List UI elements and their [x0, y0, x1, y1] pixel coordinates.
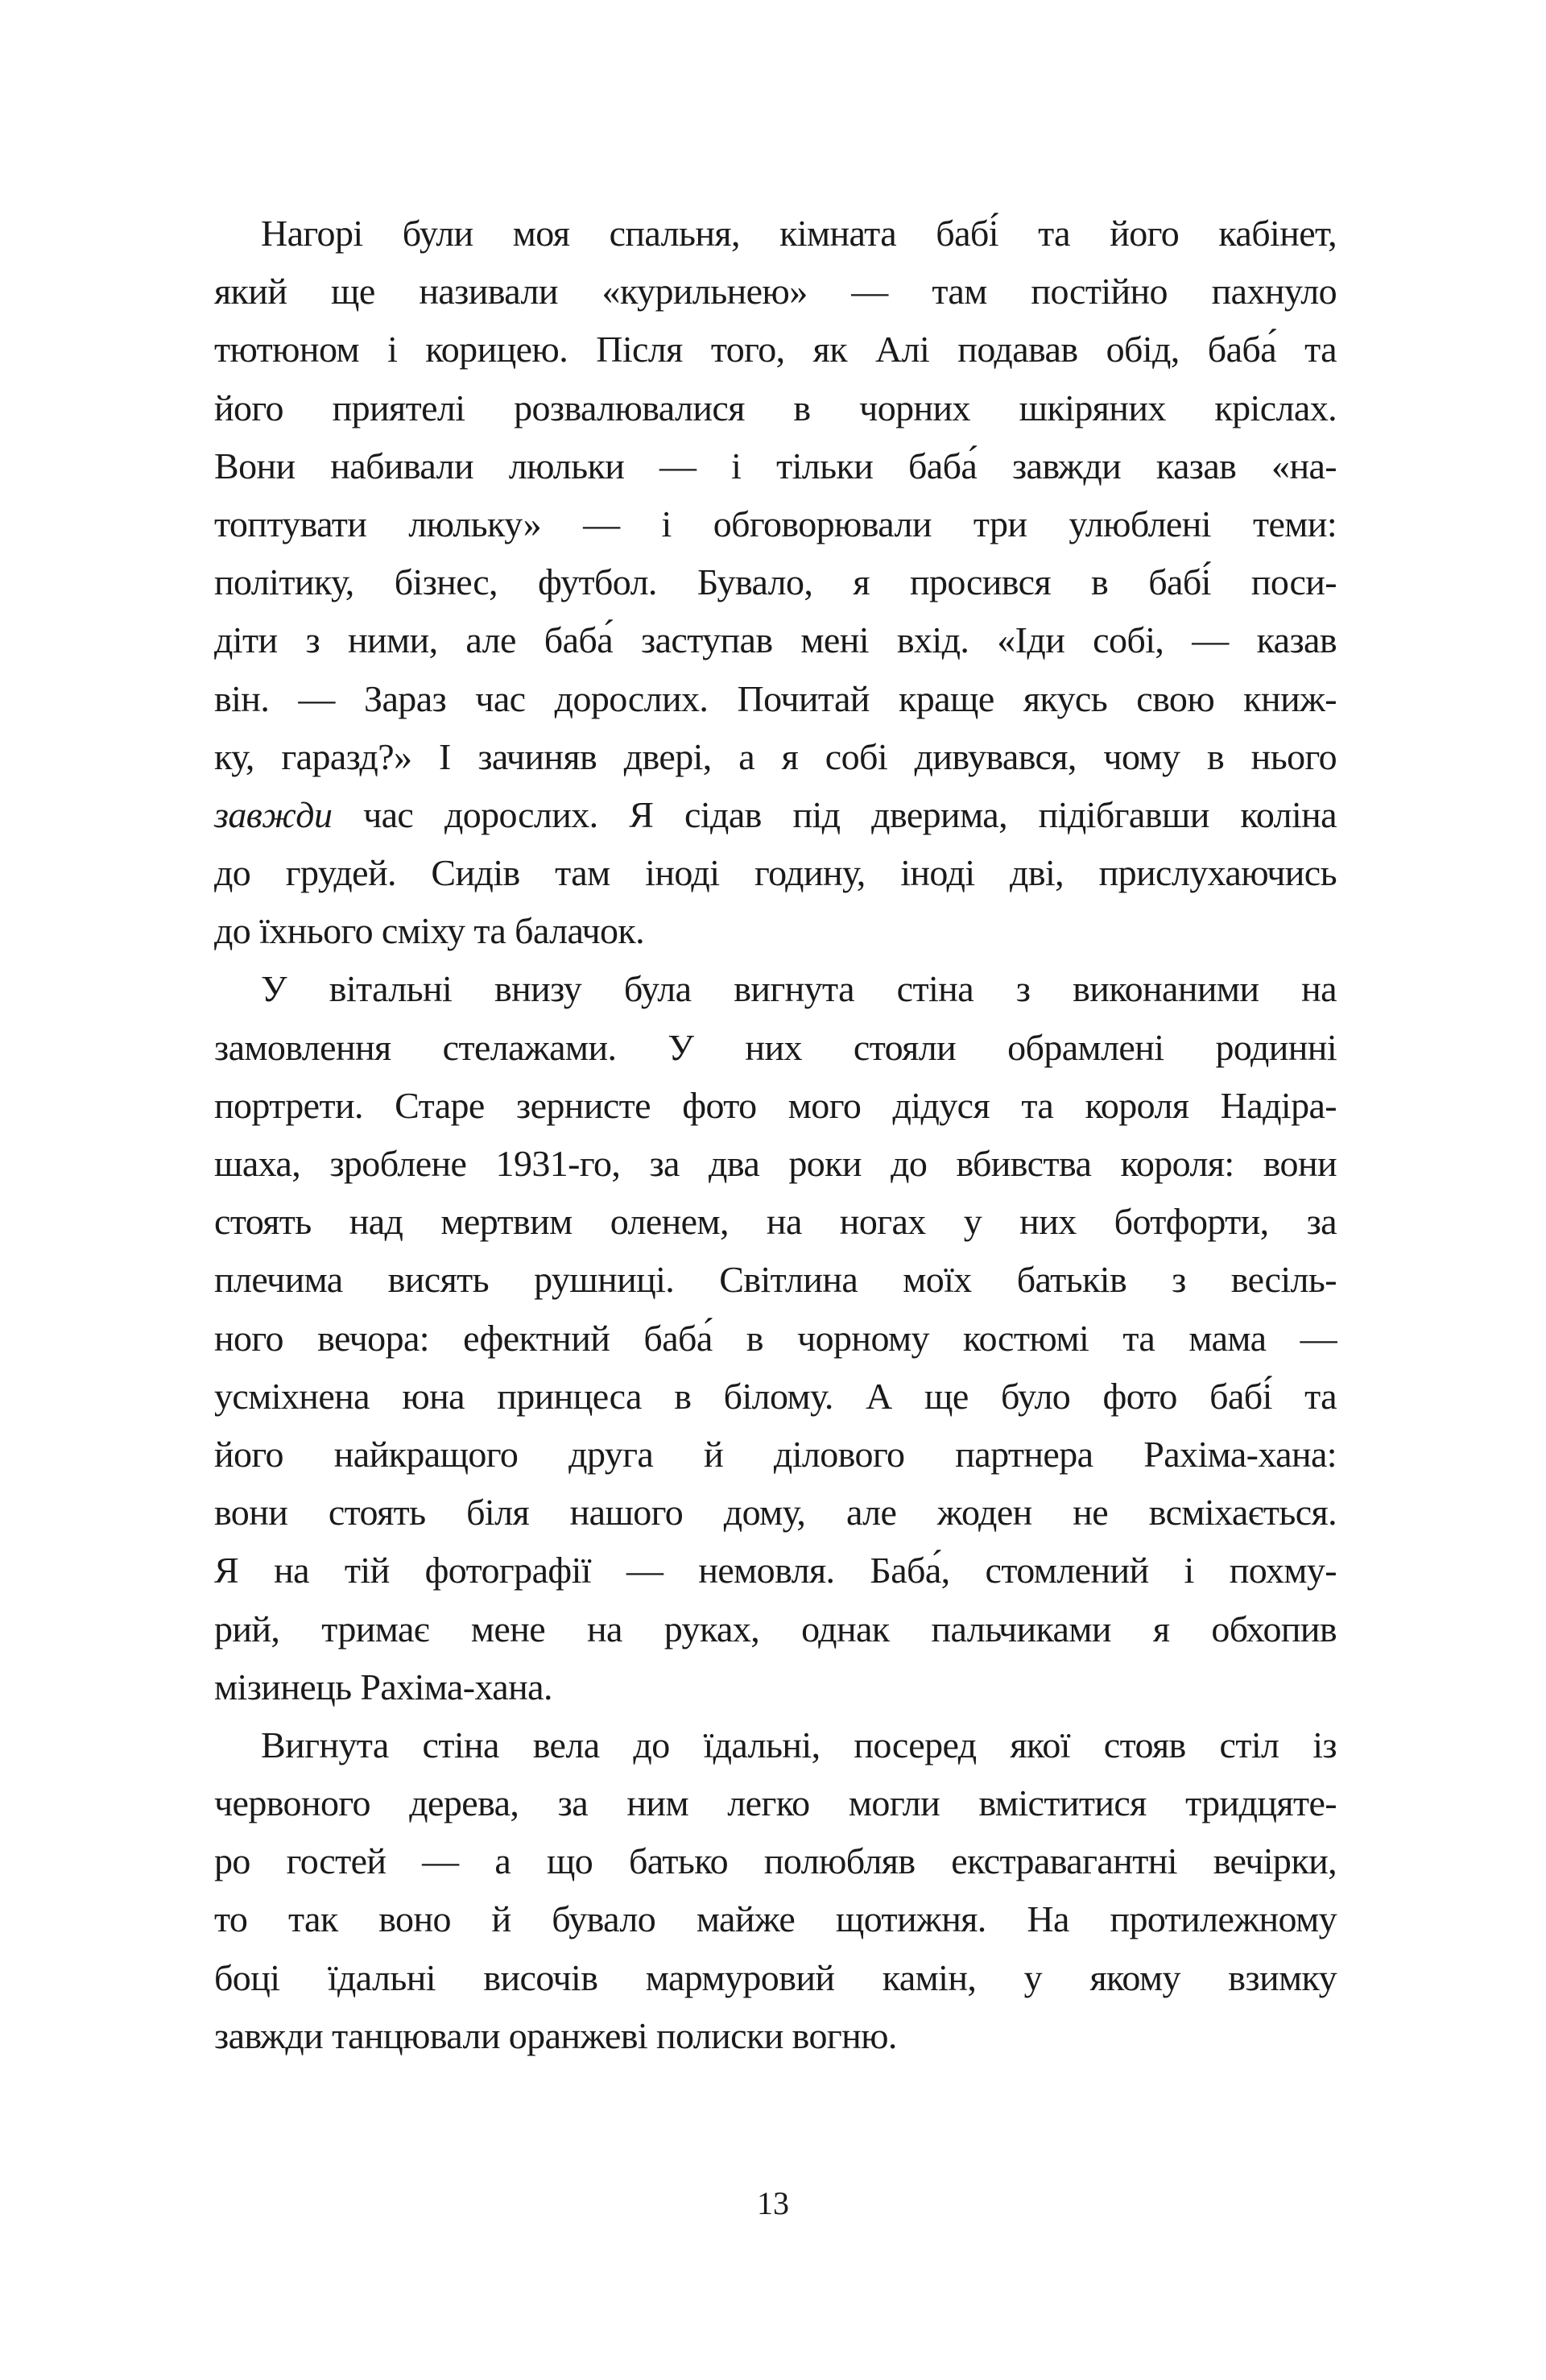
text-line: Нагорі були моя спальня, кімната бабі́ та його кабінет,	[261, 213, 1337, 254]
text-line: завжди танцювали оранжеві полиски вогню.	[214, 2014, 897, 2056]
text-line: його найкращого друга й ділового партнера Рахіма-хана:	[214, 1433, 1337, 1475]
text-line: плечима висять рушниці. Світлина моїх батьків з весіль-	[214, 1259, 1337, 1301]
paragraph	[214, 205, 1337, 960]
text-line: Вони набивали люльки — і тільки баба́ завжди казав «на-	[214, 445, 1337, 486]
text-line	[214, 786, 1337, 844]
paragraph	[214, 1716, 1337, 2065]
text-line: мізинець Рахіма-хана.	[214, 1666, 552, 1707]
paragraph	[214, 960, 1337, 1716]
text-line: то так воно й бувало майже щотижня. На протилежному	[214, 1898, 1337, 1940]
text-line: рий, тримає мене на руках, однак пальчиками я обхопив	[214, 1608, 1337, 1649]
text-line: червоного дерева, за ним легко могли вміститися тридцяте-	[214, 1782, 1337, 1824]
text-line: до грудей. Сидів там іноді годину, іноді дві, прислухаючись	[214, 852, 1337, 894]
page-number: 13	[757, 2185, 789, 2221]
text-line: до їхнього сміху та балачок.	[214, 910, 645, 952]
text-line: шаха, зроблене 1931-го, за два роки до вбивства короля: вони	[214, 1143, 1337, 1184]
text-line: усміхнена юна принцеса в білому. А ще було фото бабі́ та	[214, 1375, 1337, 1417]
text-line: Вигнута стіна вела до їдальні, посеред якої стояв стіл із	[261, 1724, 1337, 1765]
text-line: топтувати люльку» — і обговорювали три улюблені теми:	[214, 503, 1337, 544]
text-line: його приятелі розвалювалися в чорних шкіряних кріслах.	[214, 387, 1337, 428]
text-line: який ще називали «курильнею» — там постійно пахнуло	[214, 271, 1337, 313]
text-line: ного вечора: ефектний баба́ в чорному костюмі та мама —	[214, 1317, 1337, 1359]
text-segment: час дорослих. Я сідав під дверима, підібгавши коліна	[332, 793, 1337, 835]
text-line: Я на тій фотографії — немовля. Баба́, стомлений і похму-	[214, 1550, 1337, 1591]
text-line: ро гостей — а що батько полюбляв екстравагантні вечірки,	[214, 1840, 1337, 1882]
page-body	[214, 205, 1337, 2065]
text-line: політику, бізнес, футбол. Бувало, я просився в бабі́ поси-	[214, 561, 1337, 603]
text-line: стоять над мертвим оленем, на ногах у них ботфорти, за	[214, 1201, 1337, 1243]
text-line: діти з ними, але баба́ заступав мені вхід. «Іди собі, — казав	[214, 619, 1337, 661]
text-line: замовлення стелажами. У них стояли обрамлені родинні	[214, 1026, 1337, 1068]
text-line: боці їдальні височів мармуровий камін, у якому взимку	[214, 1956, 1337, 1998]
text-line: У вітальні внизу була вигнута стіна з виконаними на	[261, 968, 1337, 1010]
text-line: ку, гаразд?» І зачиняв двері, а я собі дивувався, чому в нього	[214, 735, 1337, 777]
text-line: вони стоять біля нашого дому, але жоден не всміхається.	[214, 1492, 1337, 1534]
text-line: портрети. Старе зернисте фото мого дідуся та короля Надіра-	[214, 1084, 1337, 1126]
text-line: тютюном і корицею. Після того, як Алі подавав обід, баба́ та	[214, 329, 1337, 370]
text-line: він. — Зараз час дорослих. Почитай краще якусь свою книж-	[214, 677, 1337, 719]
italic-emphasis: завжди	[214, 793, 333, 835]
